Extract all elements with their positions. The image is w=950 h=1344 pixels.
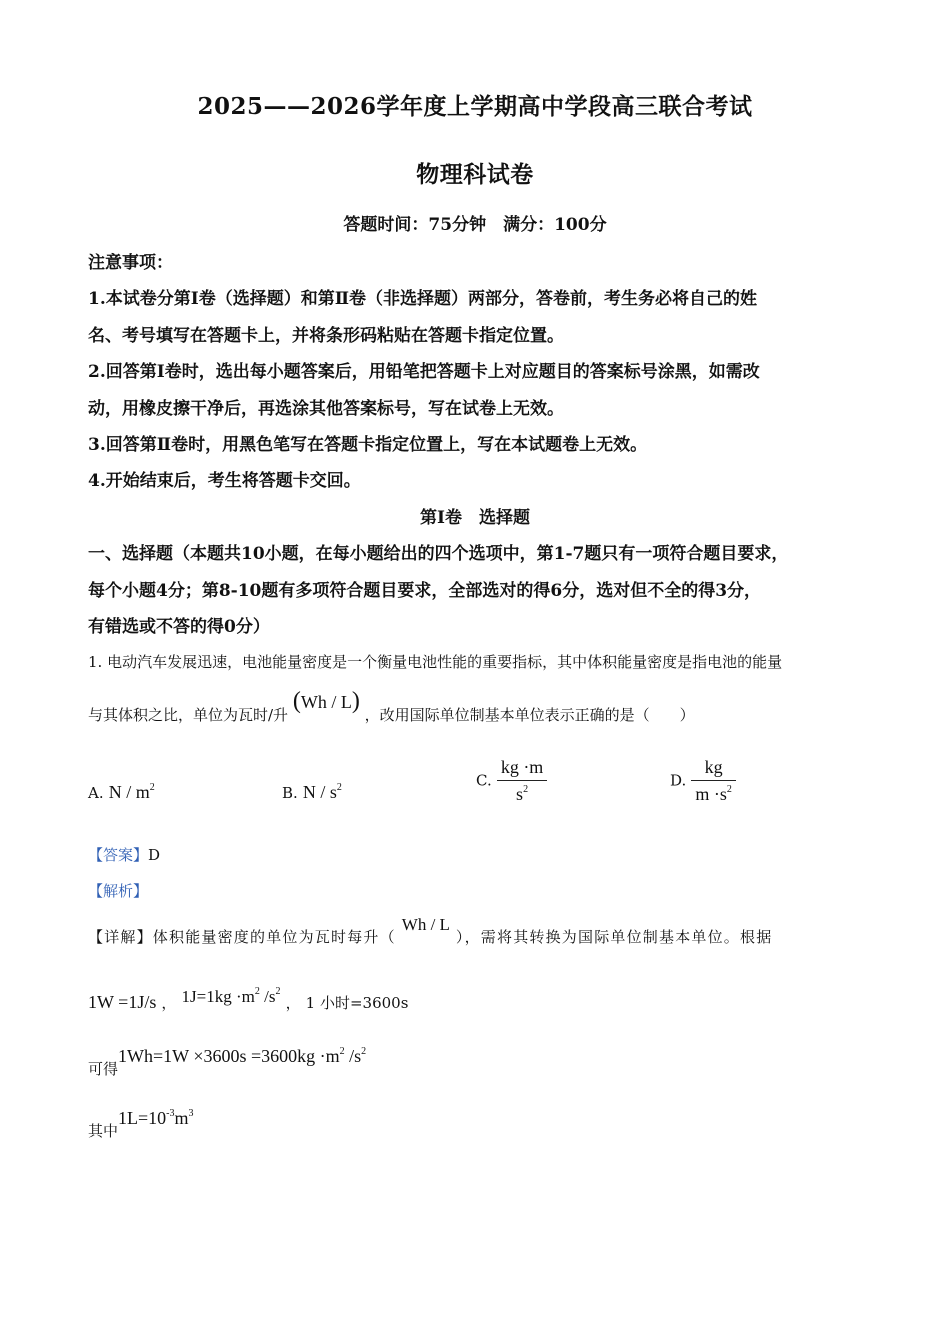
question-unit: (Wh / L) [292,688,360,714]
notice-item-4: 4.开始结束后，考生将答题卡交回。 [88,471,361,491]
equation-watt-hour-exp-2: 2 [361,1046,367,1057]
question-unit-text: Wh / L [300,692,352,712]
where-prefix: 其中 [88,1122,119,1140]
section-instruction-a: 一、选择题（本题共10小题，在每小题给出的四个选项中，第1-7题只有一项符合题目要求， [88,544,789,564]
equation-sep-1: ， [161,994,177,1012]
equation-sep-2: ， [285,994,301,1012]
question-stem-b-tail: ，改用国际单位制基本单位表示正确的是（ ） [364,706,695,724]
question-stem-a: 1. 电动汽车发展迅速，电池能量密度是一个衡量电池性能的重要指标，其中体积能量密度是指电池的能量 [88,653,783,671]
question-stem-b [88,688,695,727]
exam-title: 2025——2026学年度上学期高中学段高三联合考试 [197,93,753,120]
detail-line [88,915,773,947]
detail-text-a: 【详解】体积能量密度的单位为瓦时每升（ [88,928,396,946]
answer-line [88,844,160,865]
notice-item-1a: 1.本试卷分第Ⅰ卷（选择题）和第Ⅱ卷（非选择题）两部分，答卷前，考生务必将自己的姓 [88,289,758,309]
option-b [282,782,342,803]
equation-watt-hour: 1Wh=1W ×3600s =3600kg ·m [118,1046,340,1066]
option-d-label: D. [670,771,687,790]
option-c-exponent: 2 [523,784,529,795]
detail-text-b: ），需将其转换为国际单位制基本单位。根据 [455,928,773,946]
equation-line-2 [88,1046,367,1078]
equation-watt-hour-mid: /s [344,1046,362,1066]
option-b-exponent: 2 [336,782,342,793]
option-d [670,757,736,805]
equation-hour: 1 小时=3600s [305,994,409,1012]
equation-liter: 1L=10 [118,1108,167,1128]
equation-joule-exp-2: 2 [275,986,281,997]
equation-line-1 [88,986,409,1013]
derive-prefix: 可得 [88,1060,119,1078]
exam-subject-title: 物理科试卷 [416,161,534,188]
option-a-value: N / m [108,782,150,802]
equation-liter-unit: m [174,1108,189,1128]
section-heading: 第Ⅰ卷 选择题 [420,508,530,528]
equation-joule: 1J=1kg ·m [181,987,255,1006]
detail-unit: Wh / L [401,915,450,934]
answer-value: D [148,846,161,864]
option-a-label: A. [88,784,104,802]
exam-meta: 答题时间：75分钟 满分：100分 [343,215,607,235]
answer-tag: 【答案】 [88,846,149,864]
analysis-tag: 【解析】 [88,882,149,900]
notice-heading: 注意事项： [88,253,173,273]
option-c [476,757,547,805]
option-d-numerator: kg [691,757,736,781]
notice-item-2a: 2.回答第Ⅰ卷时，选出每小题答案后，用铅笔把答题卡上对应题目的答案标号涂黑，如需改 [88,362,760,382]
option-d-exponent: 2 [726,784,732,795]
option-c-denominator: s [516,784,524,804]
equation-liter-unit-exp: 3 [188,1108,194,1119]
equation-joule-mid: /s [259,987,276,1006]
option-d-denominator: m ·s [695,784,727,804]
notice-item-2b: 动，用橡皮擦干净后，再选涂其他答案标号，写在试卷上无效。 [88,399,564,419]
equation-watt: 1W =1J/s [88,992,157,1012]
option-a-exponent: 2 [149,782,155,793]
equation-line-3 [88,1108,194,1140]
equation-watt-hour-exp-1: 2 [339,1046,345,1057]
option-b-label: B. [282,784,298,802]
option-c-numerator: kg ·m [497,757,548,781]
equation-liter-exp: -3 [166,1108,175,1119]
notice-item-1b: 名、考号填写在答题卡上，并将条形码粘贴在答题卡指定位置。 [88,326,564,346]
notice-item-3: 3.回答第Ⅱ卷时，用黑色笔写在答题卡指定位置上，写在本试题卷上无效。 [88,435,648,455]
question-stem-b-text: 与其体积之比，单位为瓦时/升 [88,706,289,724]
equation-joule-exp-1: 2 [254,986,260,997]
option-c-label: C. [476,771,492,790]
section-instruction-c: 有错选或不答的得0分） [88,617,270,637]
section-instruction-b: 每个小题4分；第8-10题有多项符合题目要求，全部选对的得6分，选对但不全的得3分， [88,581,762,601]
option-b-value: N / s [302,782,337,802]
option-a [88,782,155,803]
